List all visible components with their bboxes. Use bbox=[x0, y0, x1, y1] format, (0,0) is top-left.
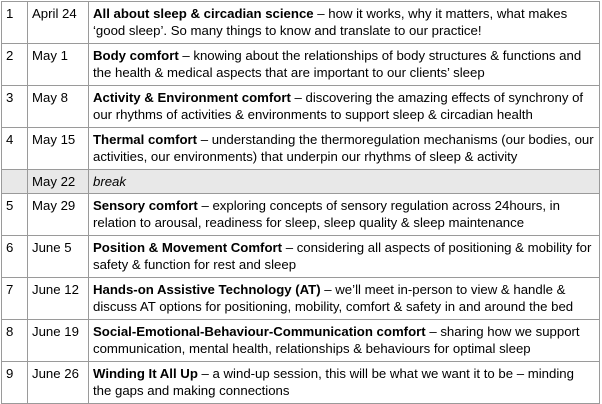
table-row bbox=[2, 128, 600, 170]
session-description bbox=[89, 86, 600, 128]
session-description bbox=[89, 170, 600, 194]
session-topic: Position & Movement Comfort bbox=[93, 240, 283, 255]
session-date: May 22 bbox=[28, 170, 89, 194]
table-row bbox=[2, 362, 600, 404]
session-schedule-table bbox=[1, 1, 600, 404]
table-row bbox=[2, 44, 600, 86]
session-detail: – discovering the amazing effects of synchrony of our rhythms of activities & environments to support sleep & circadian health bbox=[93, 90, 584, 122]
session-description bbox=[89, 194, 600, 236]
session-description bbox=[89, 320, 600, 362]
session-detail: – sharing how we support communication, mental health, relationships & behaviours for optimal sleep bbox=[93, 324, 580, 356]
session-detail: – understanding the thermoregulation mechanisms (our bodies, our activities, our environments) that underpin our rhythms of sleep & activity bbox=[93, 132, 594, 164]
session-number: 1 bbox=[2, 2, 28, 44]
table-row bbox=[2, 236, 600, 278]
session-detail: – considering all aspects of positioning & mobility for safety & function for rest and sleep bbox=[93, 240, 592, 272]
session-date: May 15 bbox=[28, 128, 89, 170]
session-number: 7 bbox=[2, 278, 28, 320]
session-number: 9 bbox=[2, 362, 28, 404]
session-date: June 12 bbox=[28, 278, 89, 320]
session-description bbox=[89, 278, 600, 320]
session-description bbox=[89, 44, 600, 86]
session-date: June 26 bbox=[28, 362, 89, 404]
table-row bbox=[2, 320, 600, 362]
session-description bbox=[89, 2, 600, 44]
session-topic: Winding It All Up bbox=[93, 366, 198, 381]
session-description bbox=[89, 236, 600, 278]
table-row bbox=[2, 86, 600, 128]
session-detail: – a wind-up session, this will be what we want it to be – minding the gaps and making connections bbox=[93, 366, 574, 398]
session-date: June 5 bbox=[28, 236, 89, 278]
session-topic: Social-Emotional-Behaviour-Communication comfort bbox=[93, 324, 426, 339]
session-description bbox=[89, 362, 600, 404]
session-date: April 24 bbox=[28, 2, 89, 44]
session-number: 5 bbox=[2, 194, 28, 236]
table-row bbox=[2, 278, 600, 320]
session-date: May 8 bbox=[28, 86, 89, 128]
session-number: 6 bbox=[2, 236, 28, 278]
table-row bbox=[2, 194, 600, 236]
session-topic: Sensory comfort bbox=[93, 198, 198, 213]
session-description bbox=[89, 128, 600, 170]
session-topic: Thermal comfort bbox=[93, 132, 198, 147]
session-date: June 19 bbox=[28, 320, 89, 362]
session-topic: Activity & Environment comfort bbox=[93, 90, 291, 105]
session-detail: – we’ll meet in-person to view & handle & discuss AT options for positioning, mobility, comfort & safety in and around the bed bbox=[93, 282, 574, 314]
session-date: May 29 bbox=[28, 194, 89, 236]
table-row bbox=[2, 2, 600, 44]
session-number: 4 bbox=[2, 128, 28, 170]
session-detail: – how it works, why it matters, what makes ‘good sleep’. So many things to know and translate to our practice! bbox=[93, 6, 568, 38]
session-number: 8 bbox=[2, 320, 28, 362]
session-number: 2 bbox=[2, 44, 28, 86]
session-topic: Body comfort bbox=[93, 48, 179, 63]
session-number bbox=[2, 170, 28, 194]
session-topic: All about sleep & circadian science bbox=[93, 6, 314, 21]
session-detail: – knowing about the relationships of body structures & functions and the health & medical aspects that are important to our clients’ sleep bbox=[93, 48, 582, 80]
break-row bbox=[2, 170, 600, 194]
session-date: May 1 bbox=[28, 44, 89, 86]
session-detail: – exploring concepts of sensory regulation across 24hours, in relation to arousal, readiness for sleep, sleep quality & sleep maintenance bbox=[93, 198, 560, 230]
session-topic: Hands-on Assistive Technology (AT) bbox=[93, 282, 321, 297]
break-label: break bbox=[93, 174, 126, 189]
session-number: 3 bbox=[2, 86, 28, 128]
